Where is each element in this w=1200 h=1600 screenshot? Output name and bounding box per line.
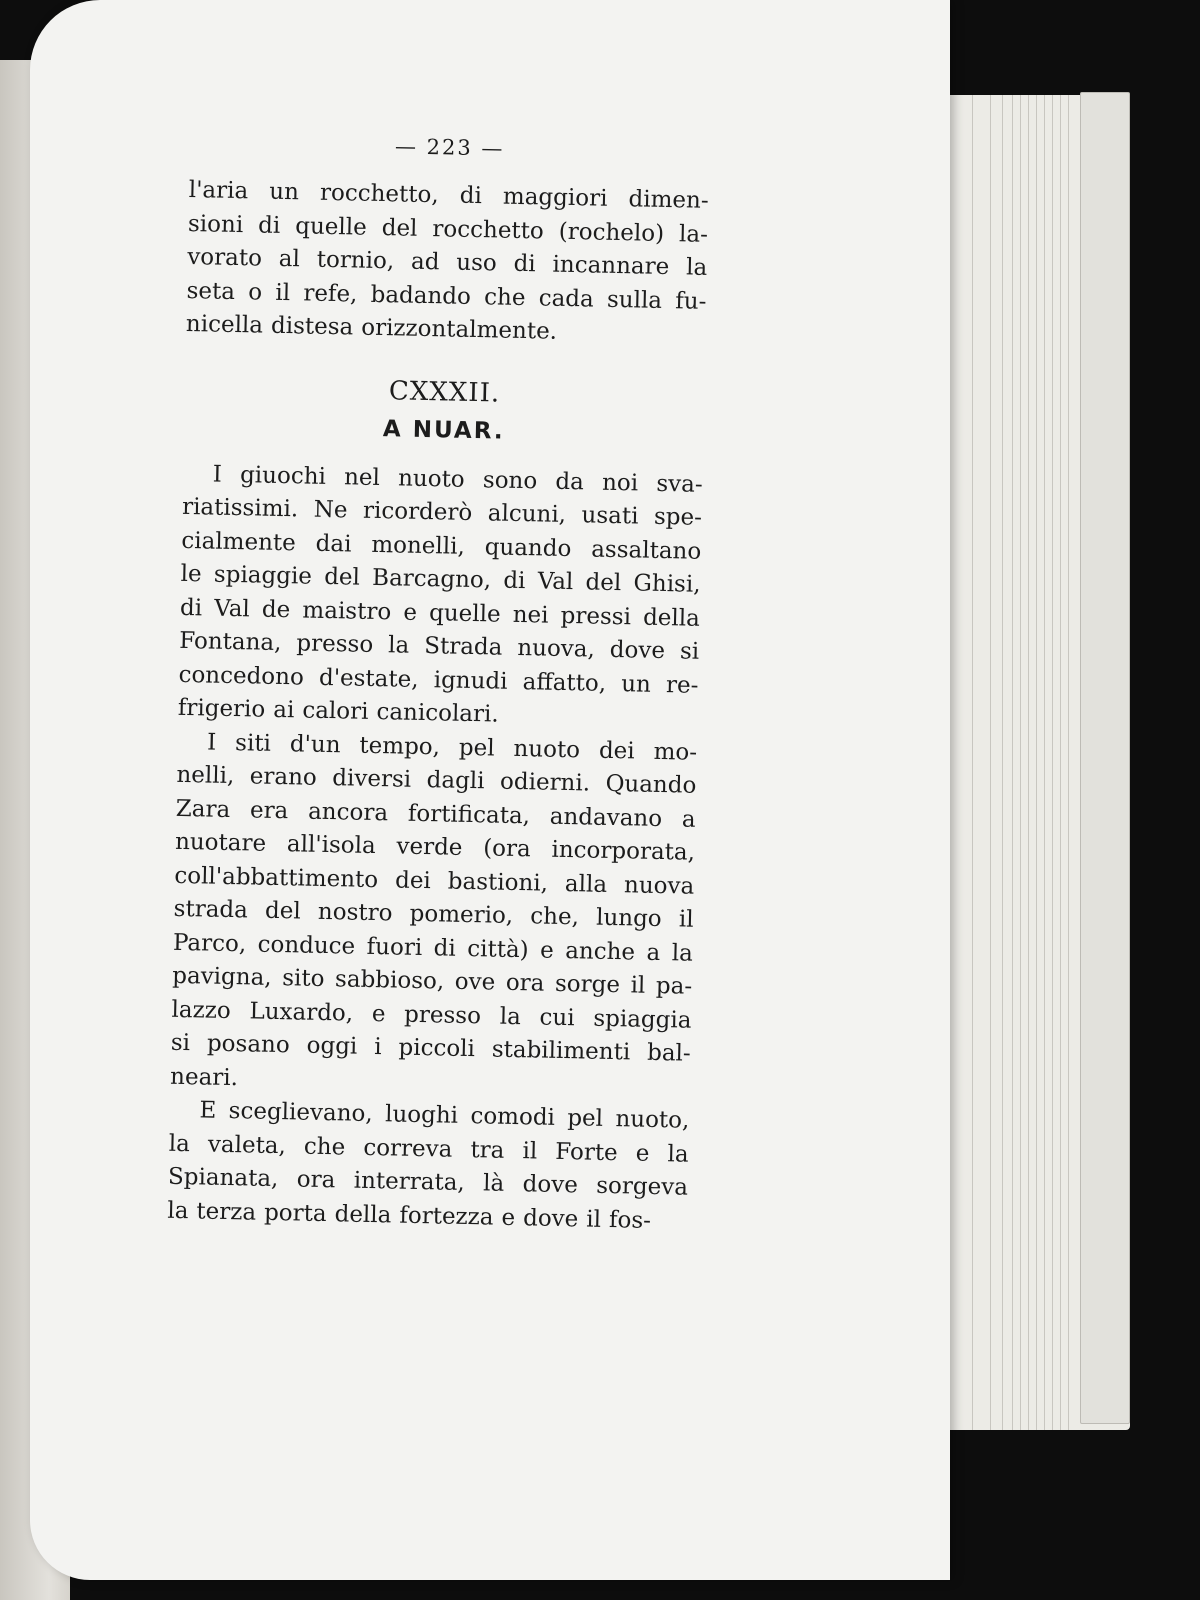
text-line: E sceglievano, luoghi comodi pel nuoto, — [199, 1097, 690, 1134]
paragraph-2 — [170, 725, 698, 1104]
page-number: — 223 — — [394, 134, 505, 161]
book-cover-edge — [1080, 92, 1130, 1424]
page-leaf-edge — [972, 95, 973, 1430]
page-text-block — [167, 130, 710, 1239]
text-line: nicella distesa orizzontalmente. — [185, 310, 558, 345]
chapter-number: CXXXII. — [388, 375, 501, 409]
text-line: Zara era ancora fortificata, andavano a — [175, 795, 696, 833]
paragraph-3 — [167, 1094, 690, 1239]
text-line: sioni di quelle del rocchetto (rochelo) la- — [187, 210, 709, 248]
text-line: di Val de maistro e quelle nei pressi della — [179, 594, 701, 632]
page-leaf-edge — [1060, 95, 1061, 1430]
page-leaf-edge — [1028, 95, 1029, 1430]
chapter-title: A NUAR. — [382, 415, 505, 445]
text-line: si posano oggi i piccoli stabilimenti bal- — [170, 1029, 691, 1067]
page-leaf-edge — [1068, 95, 1069, 1430]
text-line: riatissimi. Ne ricorderò alcuni, usati spe- — [181, 493, 703, 531]
text-line: cialmente dai monelli, quando assaltano — [181, 527, 702, 565]
text-line: concedono d'estate, ignudi affatto, un re- — [178, 661, 699, 699]
text-line: seta o il refe, badando che cada sulla fu- — [186, 277, 707, 315]
text-line: Parco, conduce fuori di città) e anche a la — [172, 929, 694, 967]
text-line: I siti d'un tempo, pel nuoto dei mo- — [206, 728, 698, 766]
intro-paragraph — [186, 174, 709, 352]
page-leaf-edge — [1012, 95, 1013, 1430]
text-line: Spianata, ora interrata, là dove sorgeva — [167, 1163, 689, 1201]
text-line: I giuochi nel nuoto sono da noi sva- — [212, 461, 703, 498]
page-leaf-edge — [1020, 95, 1021, 1430]
text-line: frigerio ai calori canicolari. — [177, 694, 499, 728]
text-line: le spiaggie del Barcagno, di Val del Ghisi, — [180, 560, 701, 598]
text-line: la valeta, che correva tra il Forte e la — [168, 1130, 689, 1168]
text-line: vorato al tornio, ad uso di incannare la — [187, 243, 708, 281]
text-line: coll'abbattimento dei bastioni, alla nuova — [174, 862, 695, 900]
text-line: pavigna, sito sabbioso, ove ora sorge il pa- — [172, 962, 693, 1000]
page-leaf-edge — [1002, 95, 1003, 1430]
text-line: l'aria un rocchetto, di maggiori dimen- — [188, 176, 709, 214]
page-leaf-edge — [1044, 95, 1045, 1430]
text-line: la terza porta della fortezza e dove il fos- — [167, 1197, 652, 1234]
text-line: nuotare all'isola verde (ora incorporata, — [174, 828, 696, 866]
page-leaf-edge — [1036, 95, 1037, 1430]
text-line: neari. — [169, 1063, 239, 1091]
text-line: nelli, erano diversi dagli odierni. Quando — [176, 761, 697, 799]
book-page — [30, 0, 950, 1580]
text-line: strada del nostro pomerio, che, lungo il — [173, 895, 694, 933]
page-leaf-edge — [990, 95, 991, 1430]
text-line: Fontana, presso la Strada nuova, dove si — [179, 627, 700, 665]
page-leaf-edge — [1052, 95, 1053, 1430]
text-line: lazzo Luxardo, e presso la cui spiaggia — [171, 996, 692, 1034]
paragraph-1 — [178, 457, 703, 736]
